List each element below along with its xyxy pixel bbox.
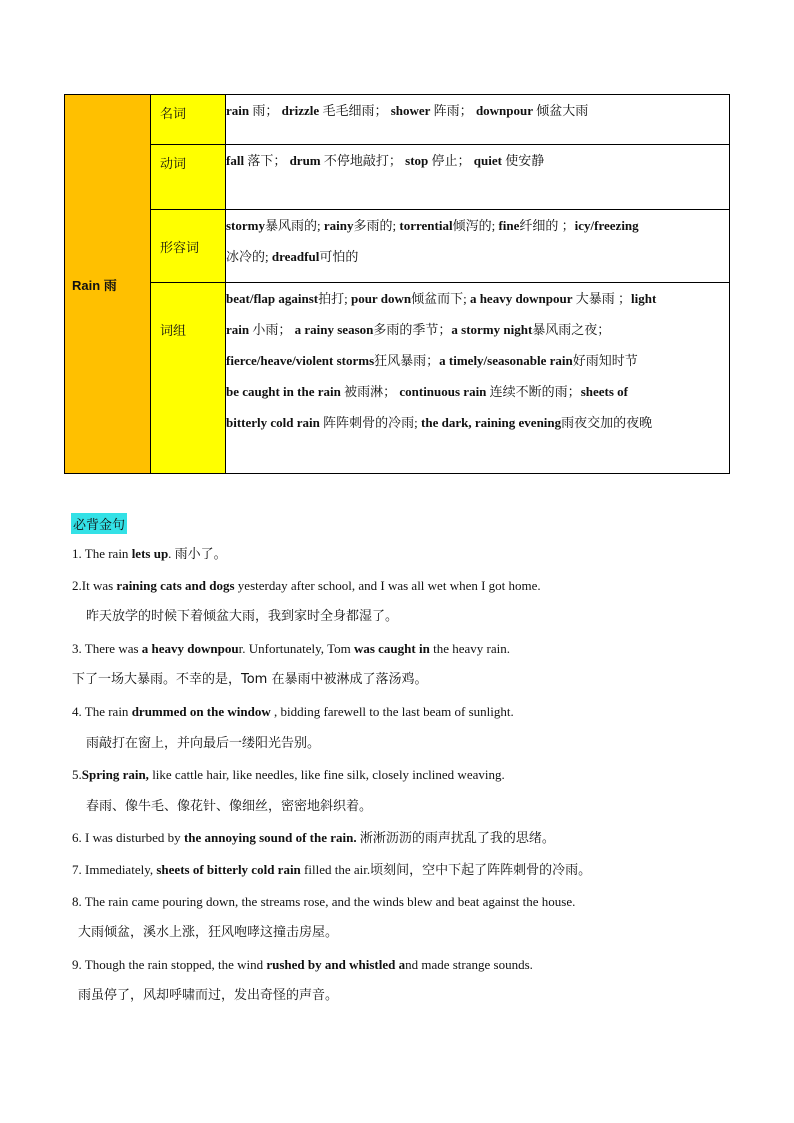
table-row: [65, 95, 730, 145]
bold-phrase: bitterly cold rain: [226, 415, 320, 430]
text-run: 纤细的 ；: [519, 218, 575, 233]
bold-phrase: drummed on the window: [131, 703, 271, 719]
category-cell: [151, 95, 226, 145]
table-row: [65, 283, 730, 474]
text-run: 连续不断的雨；: [486, 384, 581, 399]
text-run: filled the air.顷刻间，空中下起了阵阵刺骨的冷雨。: [300, 861, 592, 877]
bold-phrase: be caught in the rain: [226, 384, 341, 399]
text-run: 下了一场大暴雨。不幸的是，Tom 在暴雨中被淋成了落汤鸡。: [72, 672, 428, 688]
text-run: 4. The rain: [72, 703, 132, 719]
text-run: 9. Though the rain stopped, the wind: [72, 956, 267, 972]
text-run: 大暴雨 ；: [572, 291, 632, 306]
sentence-line: [72, 860, 732, 892]
sentence-list: [72, 544, 732, 1018]
sentence-line: [72, 955, 732, 987]
headword: Rain 雨: [72, 277, 117, 293]
text-run: 冰冷的;: [226, 249, 272, 264]
text-run: 可怕的: [319, 249, 359, 264]
content-cell: [226, 210, 730, 283]
bold-phrase: light: [631, 291, 657, 306]
bold-phrase: was caught in: [353, 640, 430, 656]
text-run: 小雨；: [249, 322, 295, 337]
bold-phrase: pour down: [350, 291, 412, 306]
text-run: 雨敲打在窗上，并向最后一缕阳光告别。: [86, 735, 321, 751]
sentence-line: [72, 576, 732, 608]
text-run: 春雨、像牛毛、像花针、像细丝，密密地斜织着。: [86, 798, 373, 814]
bold-phrase: lets up: [131, 546, 169, 561]
category-cell: [151, 145, 226, 210]
content-line: [226, 376, 729, 407]
bold-phrase: a heavy downpour: [469, 291, 573, 306]
word-cell: [65, 95, 151, 474]
translation-line: [72, 607, 732, 639]
text-run: 使安静: [501, 153, 545, 168]
text-run: 多雨的季节；: [373, 322, 452, 337]
category-cell: [151, 210, 226, 283]
bold-phrase: the annoying sound of the rain.: [183, 830, 357, 846]
content-line: [226, 283, 729, 314]
content-line: [226, 145, 729, 176]
text-run: 8. The rain came pouring down, the streams rose, and the winds blew and beat against the house.: [72, 893, 576, 909]
text-run: 2.It was: [72, 577, 117, 593]
bold-phrase: sheets of bitterly cold rain: [156, 861, 301, 877]
text-run: r. Unfortunately, Tom: [238, 640, 354, 656]
text-run: 昨天放学的时候下着倾盆大雨，我到家时全身都湿了。: [86, 609, 399, 625]
bold-phrase: a heavy downpou: [141, 640, 239, 656]
category-label: 名词: [160, 106, 187, 121]
sentence-line: [72, 639, 732, 671]
bold-phrase: rainy: [323, 218, 354, 233]
text-run: like cattle hair, like needles, like fine silk, closely inclined weaving.: [148, 767, 505, 783]
text-run: 阵雨；: [430, 103, 476, 118]
text-run: 倾盆大雨: [533, 103, 589, 118]
bold-phrase: Spring rain,: [81, 767, 149, 783]
category-label: 动词: [160, 156, 187, 171]
content-line: [226, 407, 729, 438]
text-run: 暴风雨之夜；: [532, 322, 611, 337]
text-run: 毛毛细雨；: [319, 103, 391, 118]
text-run: 7. Immediately,: [72, 861, 157, 877]
bold-phrase: sheets of: [580, 384, 628, 399]
bold-phrase: fine: [498, 218, 520, 233]
bold-phrase: continuous rain: [399, 384, 487, 399]
text-run: 雨；: [249, 103, 282, 118]
bold-phrase: raining cats and dogs: [116, 577, 235, 593]
translation-line: [72, 923, 732, 955]
sentence-line: [72, 765, 732, 797]
text-run: 3. There was: [72, 640, 142, 656]
content-line: [226, 345, 729, 376]
bold-phrase: drizzle: [281, 103, 320, 118]
category-cell: [151, 283, 226, 474]
content-cell: [226, 95, 730, 145]
text-run: the heavy rain.: [429, 640, 510, 656]
content-cell: [226, 145, 730, 210]
content-line: [226, 314, 729, 345]
bold-phrase: a rainy season: [294, 322, 374, 337]
text-run: 多雨的;: [353, 218, 400, 233]
bold-phrase: rain: [226, 322, 250, 337]
text-run: 淅淅沥沥的雨声扰乱了我的思绪。: [356, 830, 555, 846]
table-row: [65, 145, 730, 210]
bold-phrase: a timely/seasonable rain: [439, 353, 573, 368]
text-run: , bidding farewell to the last beam of sunlight.: [270, 703, 514, 719]
translation-line: [72, 734, 732, 766]
bold-phrase: icy/freezing: [574, 218, 639, 233]
sentence-line: [72, 828, 732, 860]
bold-phrase: fall: [226, 153, 245, 168]
bold-phrase: shower: [390, 103, 431, 118]
text-run: 雨夜交加的夜晚: [561, 415, 653, 430]
text-run: 倾盆而下;: [411, 291, 470, 306]
content-line: [226, 241, 729, 272]
text-run: 暴风雨的;: [265, 218, 324, 233]
text-run: 阵阵刺骨的冷雨;: [319, 415, 422, 430]
translation-line: [72, 986, 732, 1018]
content-cell: [226, 283, 730, 474]
bold-phrase: drum: [289, 153, 321, 168]
text-run: yesterday after school, and I was all wet when I got home.: [234, 577, 541, 593]
sentence-line: [72, 892, 732, 924]
text-run: 被雨淋；: [340, 384, 400, 399]
text-run: 拍打;: [318, 291, 351, 306]
vocabulary-table: [64, 94, 730, 474]
bold-phrase: a stormy night: [451, 322, 533, 337]
bold-phrase: dreadful: [271, 249, 320, 264]
text-run: 雨虽停了，风却呼啸而过，发出奇怪的声音。: [78, 988, 339, 1004]
category-label: 词组: [160, 323, 187, 338]
text-run: 好雨知时节: [572, 353, 638, 368]
sentence-line: [72, 544, 732, 576]
text-run: 大雨倾盆，溪水上涨，狂风咆哮这撞击房屋。: [78, 925, 339, 941]
translation-line: [72, 797, 732, 829]
text-run: 落下；: [244, 153, 290, 168]
text-run: 倾泻的;: [452, 218, 499, 233]
sentence-line: [72, 702, 732, 734]
translation-line: [72, 670, 732, 702]
bold-phrase: rushed by and whistled a: [266, 956, 406, 972]
text-run: . 雨小了。: [168, 546, 227, 561]
text-run: 停止；: [428, 153, 474, 168]
bold-phrase: the dark, raining evening: [421, 415, 562, 430]
text-run: 1. The rain: [72, 546, 132, 561]
text-run: 不停地敲打；: [320, 153, 406, 168]
content-line: [226, 95, 729, 126]
bold-phrase: stormy: [226, 218, 265, 233]
content-line: [226, 210, 729, 241]
bold-phrase: rain: [226, 103, 250, 118]
section-title: 必背金句: [71, 513, 127, 534]
table-row: [65, 210, 730, 283]
text-run: nd made strange sounds.: [405, 956, 533, 972]
category-label: 形容词: [160, 239, 200, 255]
bold-phrase: downpour: [475, 103, 534, 118]
bold-phrase: quiet: [473, 153, 502, 168]
bold-phrase: fierce/heave/violent storms: [226, 353, 375, 368]
text-run: 狂风暴雨；: [374, 353, 440, 368]
bold-phrase: beat/flap against: [226, 291, 319, 306]
text-run: 6. I was disturbed by: [72, 830, 184, 846]
bold-phrase: stop: [405, 153, 429, 168]
bold-phrase: torrential: [399, 218, 453, 233]
text-run: 5.: [72, 767, 82, 783]
